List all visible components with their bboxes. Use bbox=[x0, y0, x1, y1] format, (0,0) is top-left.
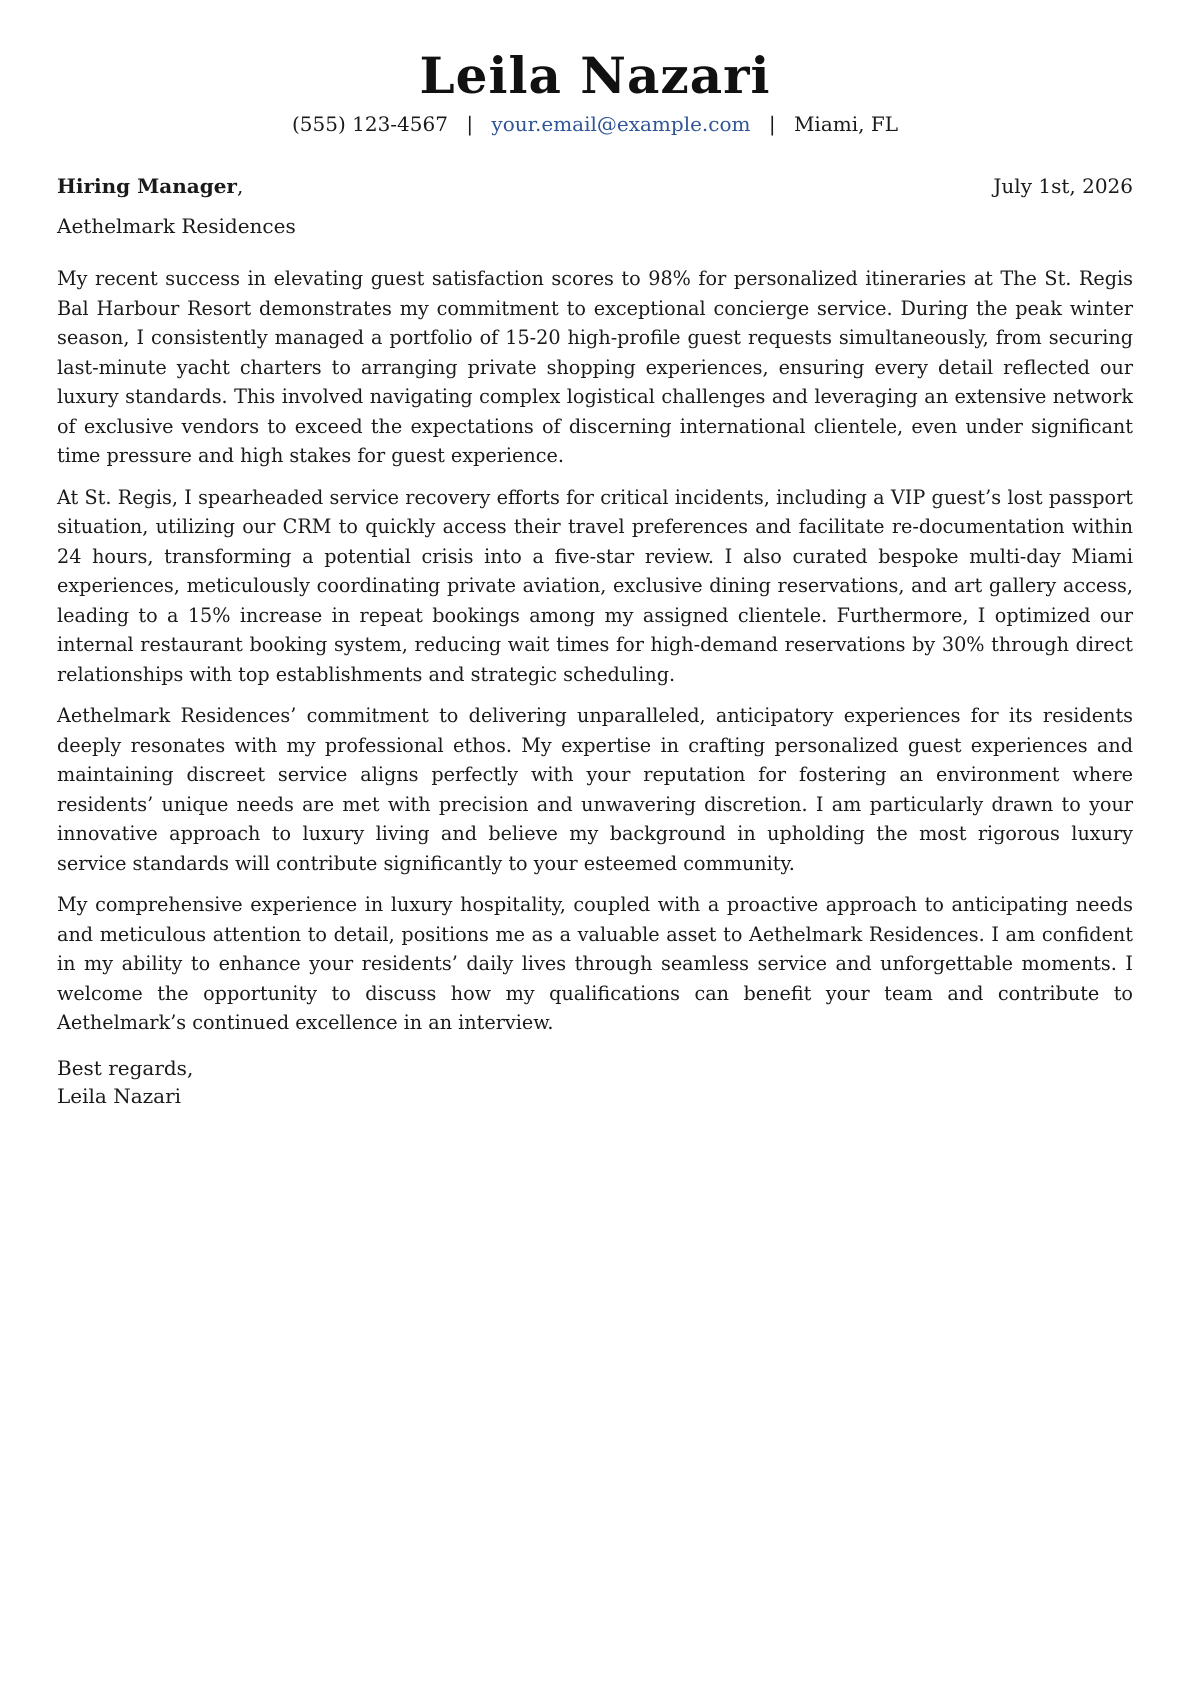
letter-body bbox=[57, 264, 1133, 1038]
recipient-row bbox=[57, 172, 1133, 200]
signature: Leila Nazari bbox=[57, 1083, 182, 1108]
sign-off: Best regards, bbox=[57, 1055, 194, 1080]
recipient-company: Aethelmark Residences bbox=[57, 214, 296, 238]
salutation bbox=[57, 172, 243, 200]
salutation-suffix: , bbox=[236, 174, 244, 198]
body-paragraph: Aethelmark Residences’ commitment to delivering unparalleled, anticipatory experiences for its residents deeply resonates with my professional ethos. My expertise in crafting personalized guest experiences and maintaining discreet service aligns perfectly with your reputation for fostering an environment where residents’ unique needs are met with precision and unwavering discretion. I am particularly drawn to your innovative approach to luxury living and believe my background in upholding the most rigorous luxury service standards will contribute significantly to your esteemed community. bbox=[57, 704, 1133, 875]
contact-separator: | bbox=[768, 112, 776, 136]
salutation-name: Hiring Manager bbox=[57, 174, 237, 198]
letter-date: July 1st, 2026 bbox=[993, 174, 1133, 198]
applicant-name: Leila Nazari bbox=[419, 46, 771, 105]
email-link[interactable]: your.email@example.com bbox=[491, 112, 751, 136]
contact-line bbox=[57, 110, 1133, 138]
body-paragraph: My recent success in elevating guest satisfaction scores to 98% for personalized itineraries at The St. Regis Bal Harbour Resort demonstrates my commitment to exceptional concierge service. During the peak winter season, I consistently managed a portfolio of 15-20 high-profile guest requests simultaneously, from securing last-minute yacht charters to arranging private shopping experiences, ensuring every detail reflected our luxury standards. This involved navigating complex logistical challenges and leveraging an extensive network of exclusive vendors to exceed the expectations of discerning international clientele, even under significant time pressure and high stakes for guest experience. bbox=[57, 267, 1133, 467]
body-paragraph: At St. Regis, I spearheaded service recovery efforts for critical incidents, including a VIP guest’s lost passport situation, utilizing our CRM to quickly access their travel preferences and facilitate re-documentation within 24 hours, transforming a potential crisis into a five-star review. I also curated bespoke multi-day Miami experiences, meticulously coordinating private aviation, exclusive dining reservations, and art gallery access, leading to a 15% increase in repeat bookings among my assigned clientele. Furthermore, I optimized our internal restaurant booking system, reducing wait times for high-demand reservations by 30% through direct relationships with top establishments and strategic scheduling. bbox=[57, 485, 1133, 686]
body-paragraph: My comprehensive experience in luxury hospitality, coupled with a proactive approach to anticipating needs and meticulous attention to detail, positions me as a valuable asset to Aethelmark Residences. I am confident in my ability to enhance your residents’ daily lives through seamless service and unforgettable moments. I welcome the opportunity to discuss how my qualifications can benefit your team and contribute to Aethelmark’s continued excellence in an interview. bbox=[57, 893, 1133, 1034]
location: Miami, FL bbox=[793, 112, 898, 136]
contact-separator: | bbox=[466, 112, 474, 136]
letter-closing bbox=[57, 1054, 1133, 1110]
phone-number: (555) 123-4567 bbox=[291, 112, 448, 136]
